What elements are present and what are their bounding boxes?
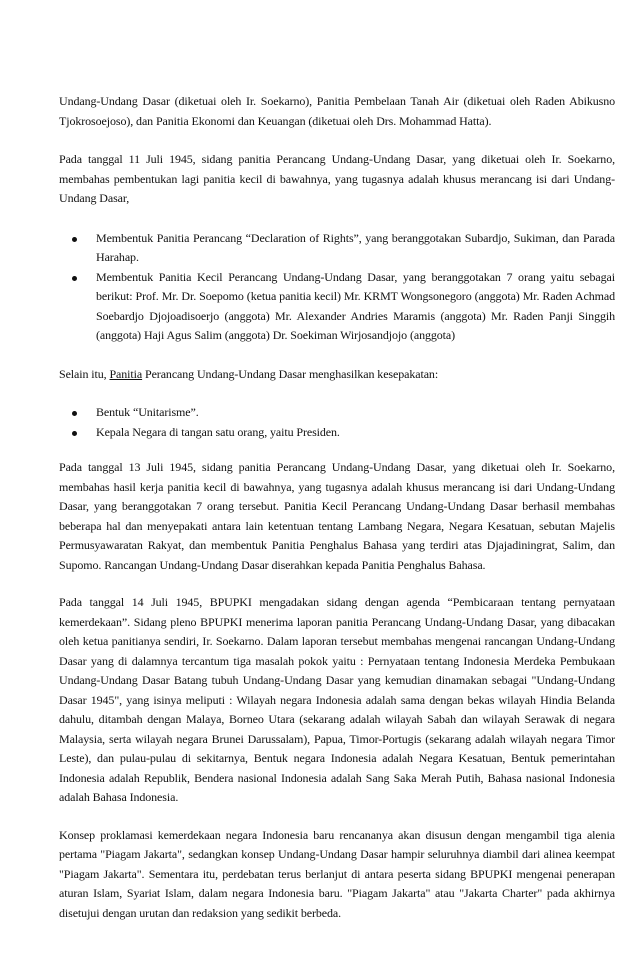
list-item — [59, 423, 615, 443]
bullet-icon — [72, 276, 77, 281]
paragraph-14-juli: Pada tanggal 14 Juli 1945, BPUPKI mengadakan sidang dengan agenda “Pembicaraan tentang pernyataan kemerdekaan”. Sidang pleno BPUPKI menerima laporan panitia Perancang Undang-Undang Dasar, yang dibacakan oleh ketua panitianya sendiri, Ir. Soekarno. Dalam laporan tersebut membahas mengenai rancangan Undang-Undang Dasar yang di dalamnya tercantum tiga masalah pokok yaitu : Pernyataan tentang Indonesia Merdeka Pembukaan Undang-Undang Dasar Batang tubuh Undang-Undang Dasar yang kemudian dinamakan sebagai "Undang-Undang Dasar 1945", yang isinya meliputi : Wilayah negara Indonesia adalah sama dengan bekas wilayah Hindia Belanda dahulu, ditambah dengan Malaya, Borneo Utara (sekarang adalah wilayah Sabah dan wilayah Serawak di negara Malaysia, serta wilayah negara Brunei Darussalam), Papua, Timor-Portugis (sekarang adalah wilayah negara Timor Leste), dan pulau-pulau di sekitarnya, Bentuk negara Indonesia adalah Negara Kesatuan, Bentuk pemerintahan Indonesia adalah Republik, Bendera nasional Indonesia adalah Sang Saka Merah Putih, Bahasa nasional Indonesia adalah Bahasa Indonesia. — [59, 595, 615, 804]
list-item — [59, 403, 615, 423]
paragraph-intro: Undang-Undang Dasar (diketuai oleh Ir. Soekarno), Panitia Pembelaan Tanah Air (diketuai oleh Raden Abikusno Tjokrosoejoso), dan Panitia Ekonomi dan Keuangan (diketuai oleh Drs. Mohammad Hatta). — [59, 94, 615, 128]
bullet-icon — [72, 431, 77, 436]
list-item-text: Bentuk “Unitarisme”. — [96, 405, 199, 419]
document-body — [59, 92, 615, 923]
paragraph-kesepakatan — [59, 365, 615, 385]
paragraph-kesepakatan-lead: Selain itu, — [59, 366, 110, 381]
list-item — [59, 229, 615, 268]
paragraph-kesepakatan-rest: Perancang Undang-Undang Dasar menghasilkan kesepakatan: — [142, 366, 439, 381]
paragraph-13-juli: Pada tanggal 13 Juli 1945, sidang panitia Perancang Undang-Undang Dasar, yang diketuai oleh Ir. Soekarno, membahas hasil kerja panitia kecil di bawahnya, yang tugasnya adalah khusus merancang isi dari Undang-Undang Dasar, yang beranggotakan 7 orang tersebut. Panitia Kecil Perancang Undang-Undang Dasar berhasil membahas beberapa hal dan menyepakati antara lain ketentuan tentang Lambang Negara, Negara Kesatuan, sebutan Majelis Permusyawaratan Rakyat, dan membentuk Panitia Penghalus Bahasa yang terdiri atas Djajadiningrat, Salim, dan Supomo. Rancangan Undang-Undang Dasar diserahkan kepada Panitia Penghalus Bahasa. — [59, 460, 615, 572]
bullet-icon — [72, 237, 77, 242]
bullet-icon — [72, 411, 77, 416]
bullet-list-panitia — [59, 229, 615, 346]
list-item — [59, 268, 615, 346]
panitia-link[interactable]: Panitia — [109, 366, 143, 381]
list-item-text: Membentuk Panitia Perancang “Declaration of Rights”, yang beranggotakan Subardjo, Sukiman, dan Parada Harahap. — [96, 230, 615, 264]
paragraph-11-juli: Pada tanggal 11 Juli 1945, sidang panitia Perancang Undang-Undang Dasar, yang diketuai oleh Ir. Soekarno, membahas pembentukan lagi panitia kecil di bawahnya, yang tugasnya adalah khusus merancang isi dari Undang-Undang Dasar, — [59, 152, 615, 205]
bullet-list-kesepakatan — [59, 403, 615, 442]
list-item-text: Kepala Negara di tangan satu orang, yaitu Presiden. — [96, 424, 340, 439]
list-item-text: Membentuk Panitia Kecil Perancang Undang-Undang Dasar, yang beranggotakan 7 orang yaitu sebagai berikut: Prof. Mr. Dr. Soepomo (ketua panitia kecil) Mr. KRMT Wongsonegoro (anggota) Mr. Raden Achmad Soebardjo Djojoadisoerjo (anggota) Mr. Alexander Andries Maramis (anggota) Mr. Raden Panji Singgih (anggota) Haji Agus Salim (anggota) Dr. Soekiman Wirjosandjojo (anggota) — [96, 269, 615, 342]
paragraph-konsep-proklamasi: Konsep proklamasi kemerdekaan negara Indonesia baru rencananya akan disusun dengan mengambil tiga alenia pertama "Piagam Jakarta", sedangkan konsep Undang-Undang Dasar hampir seluruhnya diambil dari alinea keempat "Piagam Jakarta". Sementara itu, perdebatan terus berlanjut di antara peserta sidang BPUPKI mengenai penerapan aturan Islam, Syariat Islam, dalam negara Indonesia baru. "Piagam Jakarta" atau "Jakarta Charter" pada akhirnya disetujui dengan urutan dan redaksion yang sedikit berbeda. — [59, 827, 615, 920]
